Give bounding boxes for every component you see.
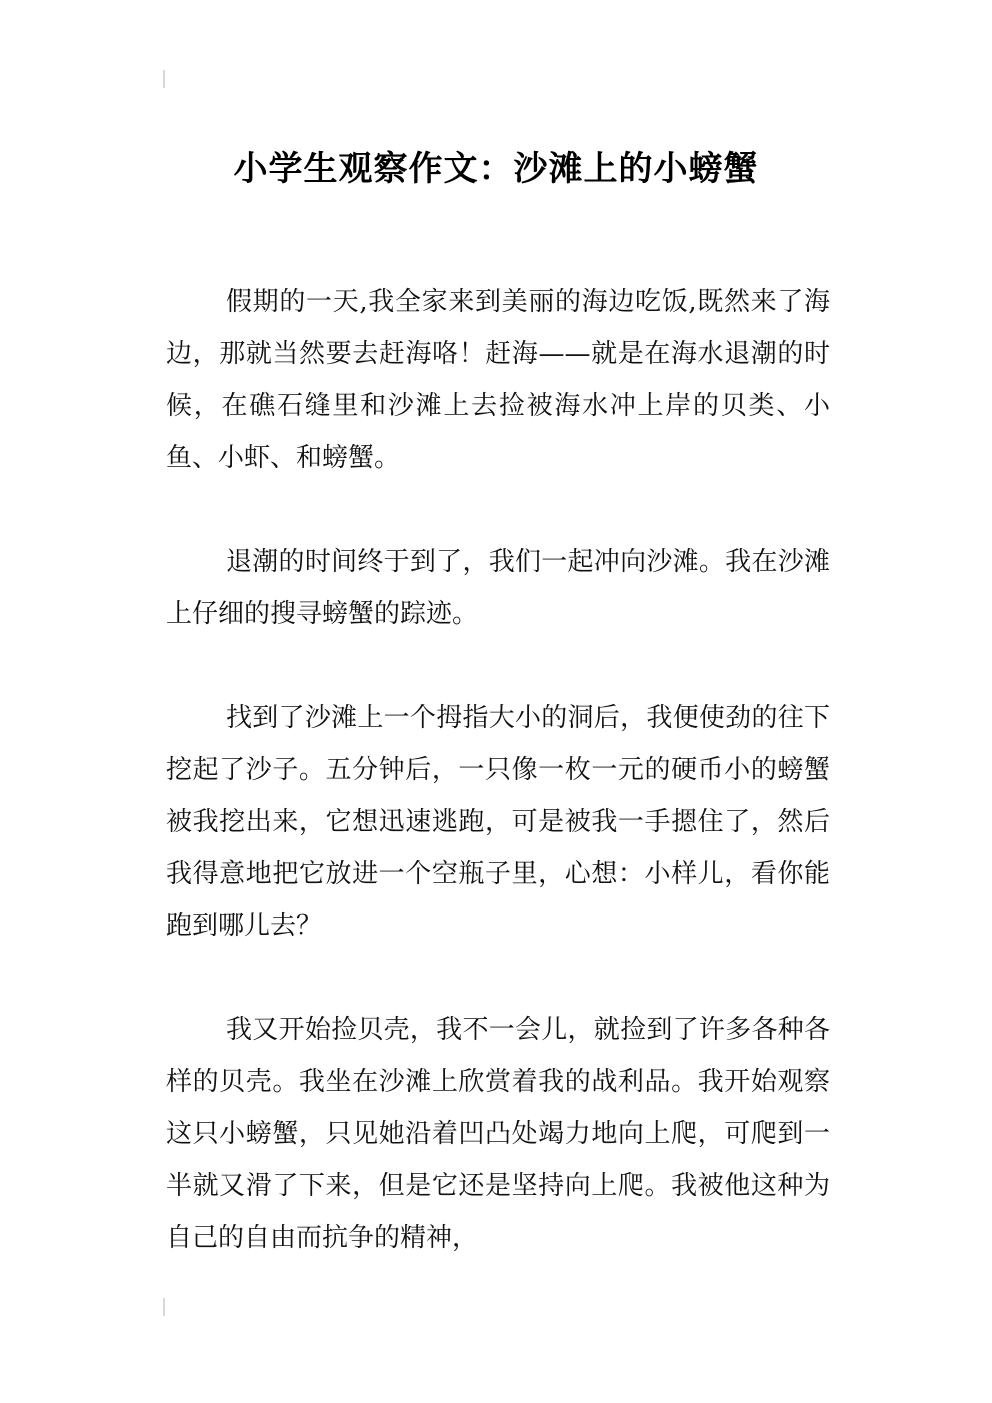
page-margin-mark-top	[163, 70, 165, 88]
paragraph-3: 找到了沙滩上一个拇指大小的洞后，我便使劲的往下挖起了沙子。五分钟后，一只像一枚一元的硬币小的螃蟹被我挖出来，它想迅速逃跑，可是被我一手摁住了，然后我得意地把它放进一个空瓶子里，心想：小样儿，看你能跑到哪儿去？	[166, 703, 830, 941]
paragraph-1: 假期的一天,我全家来到美丽的海边吃饭,既然来了海边，那就当然要去赶海咯！赶海——就是在海水退潮的时候，在礁石缝里和沙滩上去捡被海水冲上岸的贝类、小鱼、小虾、和螃蟹。	[166, 287, 830, 473]
paragraph-4: 我又开始捡贝壳，我不一会儿，就捡到了许多各种各样的贝壳。我坐在沙滩上欣赏着我的战利品。我开始观察这只小螃蟹，只见她沿着凹凸处竭力地向上爬，可爬到一半就又滑了下来，但是它还是坚持向上爬。我被他这种为自己的自由而抗争的精神，	[166, 1015, 830, 1253]
document-title: 小学生观察作文：沙滩上的小螃蟹	[233, 148, 759, 189]
paragraph-2: 退潮的时间终于到了，我们一起冲向沙滩。我在沙滩上仔细的搜寻螃蟹的踪迹。	[166, 547, 830, 629]
page-margin-mark-bottom	[163, 1298, 165, 1316]
article-body	[166, 276, 830, 1316]
